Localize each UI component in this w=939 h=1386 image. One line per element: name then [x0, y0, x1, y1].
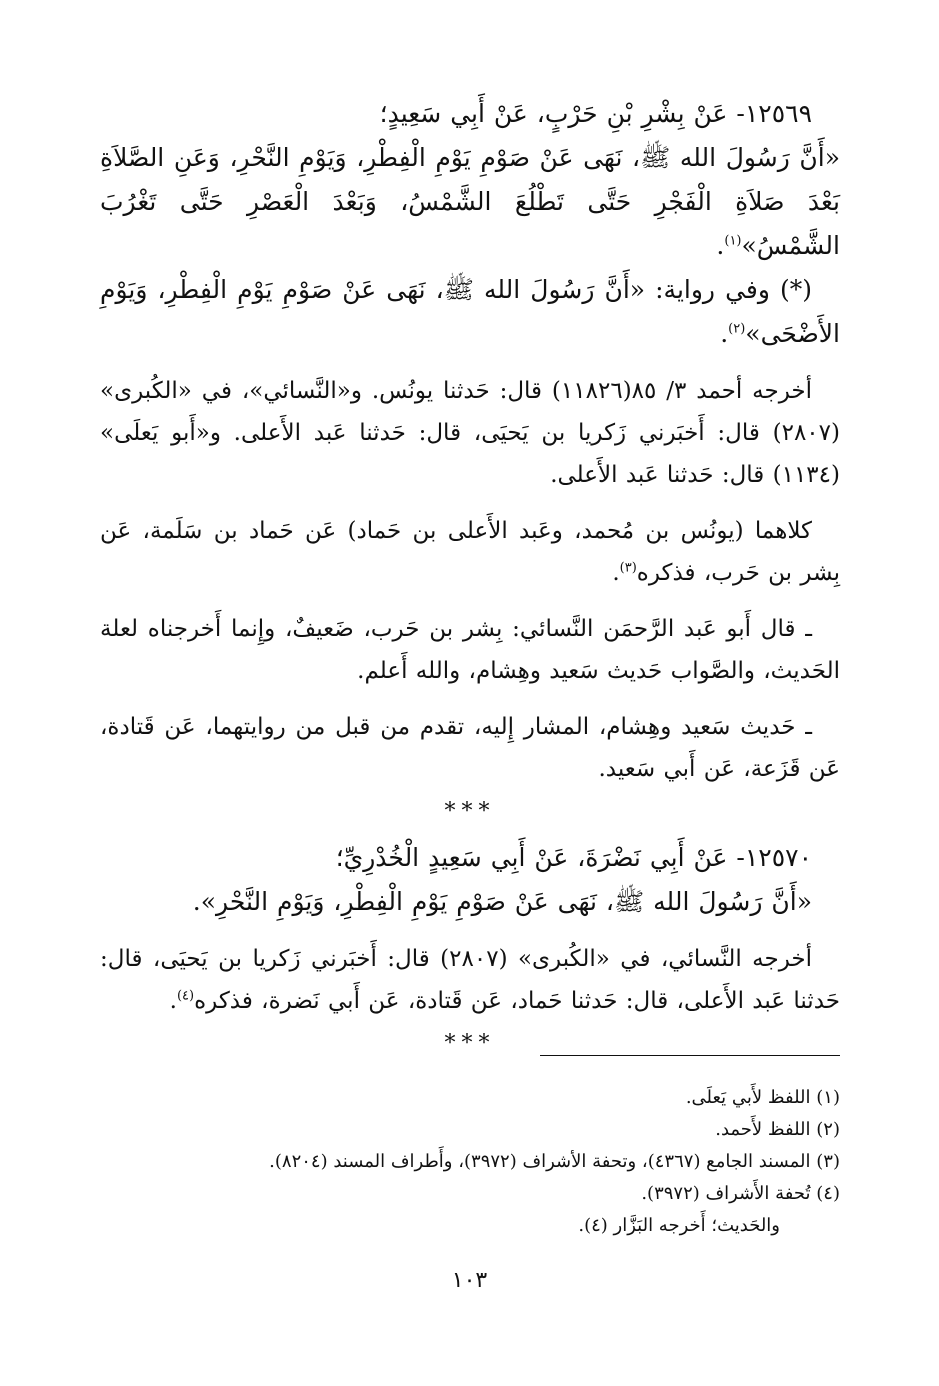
hadith-12570-takhrij: أخرجه النَّسائي، في «الكُبرى» (٢٨٠٧) قال: أَخبَرني زَكريا بن يَحيَى، قال: حَدثنا عَبد الأَعلى، قال: حَدثنا حَماد، عَن قَتادة، عَن أَبي نَضرة، فذكره$^{(٤)}$. [100, 946, 840, 1014]
main-text [100, 92, 840, 1068]
hadith-12569-heading: ١٢٥٦٩- عَنْ بِشْرِ بْنِ حَرْبٍ، عَنْ أَبِي سَعِيدٍ؛ [379, 99, 812, 128]
footnote-2: (٢) اللفظ لأَحمد. [715, 1119, 840, 1140]
separator-stars: *** [444, 799, 496, 824]
footnote-divider [540, 1055, 840, 1056]
hadith-12569-takhrij: أخرجه أحمد ٣/ ٨٥(١١٨٢٦) قال: حَدثنا يونُس. و«النَّسائي»، في «الكُبرى» (٢٨٠٧) قال: أَخبَرني زَكريا بن يَحيَى، قال: حَدثنا عَبد الأَعلى. و«أَبو يَعلَى» (١١٣٤) قال: حَدثنا عَبد الأَعلى. [100, 378, 840, 488]
hadith-12569-kilahuma: كلاهما (يونُس بن مُحمد، وعَبد الأَعلى بن حَماد) عَن حَماد بن سَلَمة، عَن بِشر بن حَرب، فذكره$^{(٣)}$. [100, 518, 840, 586]
footnote-3: (٣) المسند الجامع (٤٣٦٧)، وتحفة الأشراف (٣٩٧٢)، وأَطراف المسند (٨٢٠٤). [269, 1151, 840, 1172]
footnote-ref-2: (٢) [728, 321, 746, 337]
footnote-ref-4: (٤) [176, 988, 195, 1004]
page-number: ١٠٣ [451, 1268, 488, 1293]
separator-stars: *** [444, 1031, 496, 1056]
footnote-4-extra: والحَديث؛ أَخرجه البَزَّار (٤). [578, 1215, 780, 1236]
nasai-note: ـ قال أَبو عَبد الرَّحمَن النَّسائي: بِشر بن حَرب، ضَعيفٌ، وإِنما أَخرجناه لعلة الحَديث، والصَّواب حَديث سَعيد وهِشام، والله أَعلم. [100, 616, 840, 684]
footnote-1: (١) اللفظ لأَبي يَعلَى. [685, 1087, 840, 1108]
hadith-12570-heading: ١٢٥٧٠- عَنْ أَبِي نَضْرَةَ، عَنْ أَبِي سَعِيدٍ الْخُدْرِيِّ؛ [335, 843, 812, 872]
footnote-ref-1: (١) [724, 233, 742, 249]
footnotes [100, 1082, 840, 1242]
hadith-note: ـ حَديث سَعيد وهِشام، المشار إِليه، تقدم من قبل من روايتهما، عَن قَتادة، عَن قَزَعة، عَن أَبي سَعيد. [100, 714, 840, 782]
footnote-ref-3: (٣) [619, 560, 637, 576]
footnote-4: (٤) تُحفة الأَشراف (٣٩٧٢). [641, 1183, 840, 1204]
hadith-12569-text: «أَنَّ رَسُولَ الله ﷺ، نَهَى عَنْ صَوْمِ يَوْمِ الْفِطْرِ، وَيَوْمِ النَّحْرِ، وَعَنِ الصَّلاَةِ بَعْدَ صَلاَةِ الْفَجْرِ حَتَّى تَطْلُعَ الشَّمْسُ، وَبَعْدَ الْعَصْرِ حَتَّى تَغْرُبَ الشَّمْسُ»$^{(١)}$. [100, 143, 840, 260]
hadith-12570-text: «أَنَّ رَسُولَ الله ﷺ، نَهَى عَنْ صَوْمِ يَوْمِ الْفِطْرِ، وَيَوْمِ النَّحْرِ». [192, 887, 812, 916]
hadith-12569-riwaya: (*) وفي رواية: «أَنَّ رَسُولَ الله ﷺ، نَهَى عَنْ صَوْمِ يَوْمِ الْفِطْرِ، وَيَوْمِ الأَضْحَى»$^{(٢)}$. [100, 275, 840, 348]
